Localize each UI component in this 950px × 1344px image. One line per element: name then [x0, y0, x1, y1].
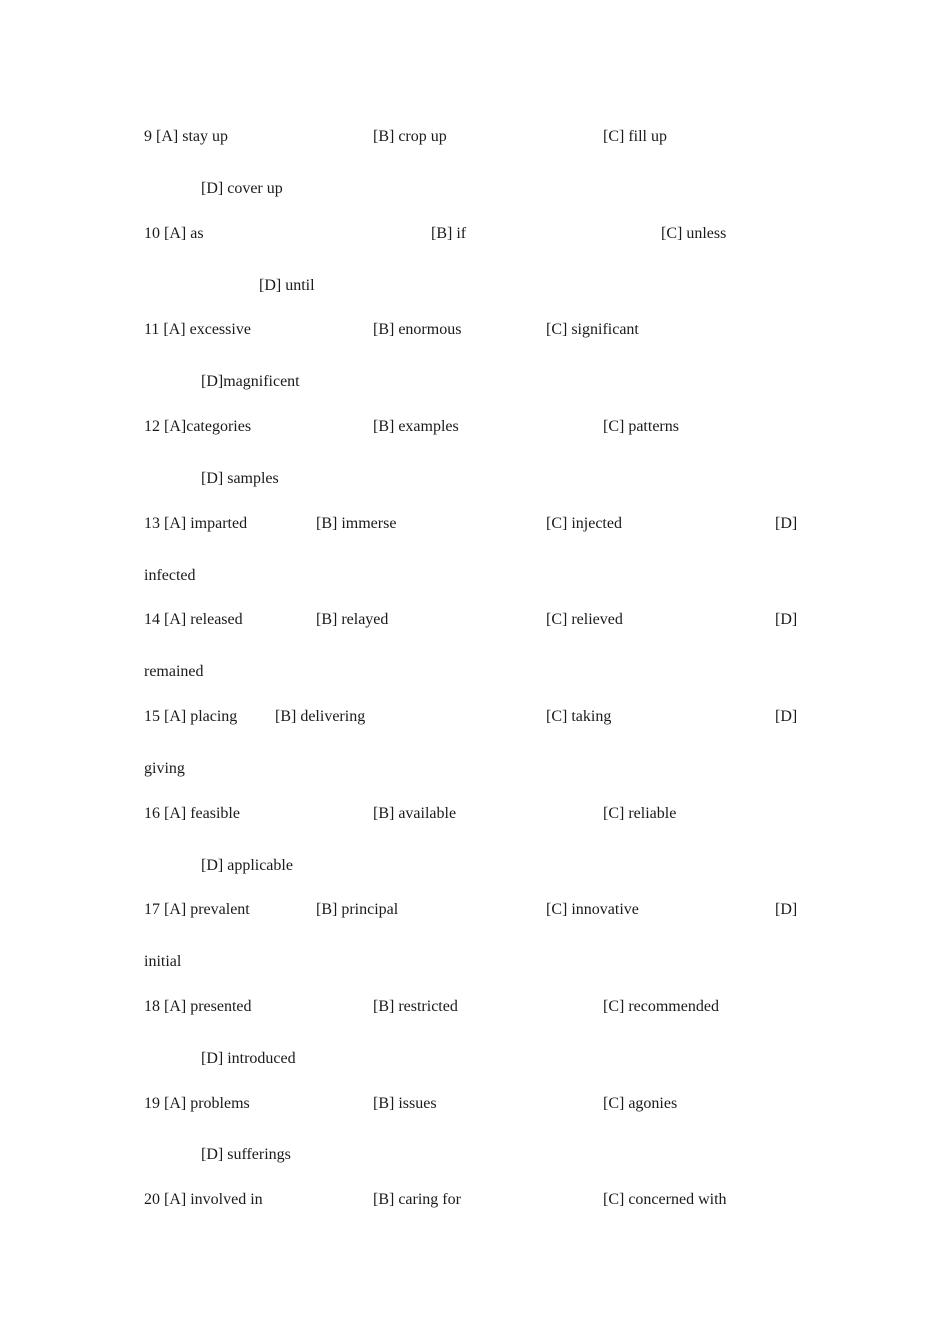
q17-option-b: [B] principal	[316, 901, 399, 918]
q10-option-d: [D] until	[259, 277, 315, 294]
q18-option-b: [B] restricted	[373, 998, 458, 1015]
q15-option-d-label: [D]	[775, 708, 798, 725]
q18-option-a: 18 [A] presented	[144, 998, 252, 1015]
q14-option-d-word: remained	[144, 663, 204, 680]
q12-option-c: [C] patterns	[603, 418, 679, 435]
q15-option-c: [C] taking	[546, 708, 612, 725]
q20-option-c: [C] concerned with	[603, 1191, 727, 1208]
q19-option-b: [B] issues	[373, 1095, 437, 1112]
q11-option-a: 11 [A] excessive	[144, 321, 251, 338]
q13-option-b: [B] immerse	[316, 515, 397, 532]
q14-option-a: 14 [A] released	[144, 611, 243, 628]
q10-option-c: [C] unless	[661, 225, 727, 242]
q9-option-c: [C] fill up	[603, 128, 667, 145]
q11-option-d: [D]magnificent	[201, 373, 300, 390]
q16-option-d: [D] applicable	[201, 857, 293, 874]
q16-option-c: [C] reliable	[603, 805, 677, 822]
q14-option-d-label: [D]	[775, 611, 798, 628]
q16-option-a: 16 [A] feasible	[144, 805, 240, 822]
q13-option-a: 13 [A] imparted	[144, 515, 248, 532]
q13-option-c: [C] injected	[546, 515, 622, 532]
q18-option-c: [C] recommended	[603, 998, 719, 1015]
q9-option-b: [B] crop up	[373, 128, 447, 145]
q11-option-b: [B] enormous	[373, 321, 462, 338]
q17-option-d-word: initial	[144, 953, 182, 970]
q17-option-a: 17 [A] prevalent	[144, 901, 250, 918]
q9-option-a: 9 [A] stay up	[144, 128, 228, 145]
q13-option-d-label: [D]	[775, 515, 798, 532]
q10-option-b: [B] if	[431, 225, 467, 242]
q18-option-d: [D] introduced	[201, 1050, 296, 1067]
q14-option-c: [C] relieved	[546, 611, 623, 628]
q19-option-d: [D] sufferings	[201, 1146, 291, 1163]
q13-option-d-word: infected	[144, 567, 196, 584]
q20-option-a: 20 [A] involved in	[144, 1191, 263, 1208]
q15-option-d-word: giving	[144, 760, 185, 777]
q12-option-b: [B] examples	[373, 418, 459, 435]
q12-option-a: 12 [A]categories	[144, 418, 252, 435]
q16-option-b: [B] available	[373, 805, 457, 822]
q15-option-a: 15 [A] placing	[144, 708, 238, 725]
q14-option-b: [B] relayed	[316, 611, 389, 628]
q9-option-d: [D] cover up	[201, 180, 283, 197]
q12-option-d: [D] samples	[201, 470, 279, 487]
q15-option-b: [B] delivering	[275, 708, 366, 725]
q20-option-b: [B] caring for	[373, 1191, 461, 1208]
q10-option-a: 10 [A] as	[144, 225, 204, 242]
q11-option-c: [C] significant	[546, 321, 639, 338]
q17-option-c: [C] innovative	[546, 901, 639, 918]
q17-option-d-label: [D]	[775, 901, 798, 918]
q19-option-a: 19 [A] problems	[144, 1095, 250, 1112]
q19-option-c: [C] agonies	[603, 1095, 678, 1112]
